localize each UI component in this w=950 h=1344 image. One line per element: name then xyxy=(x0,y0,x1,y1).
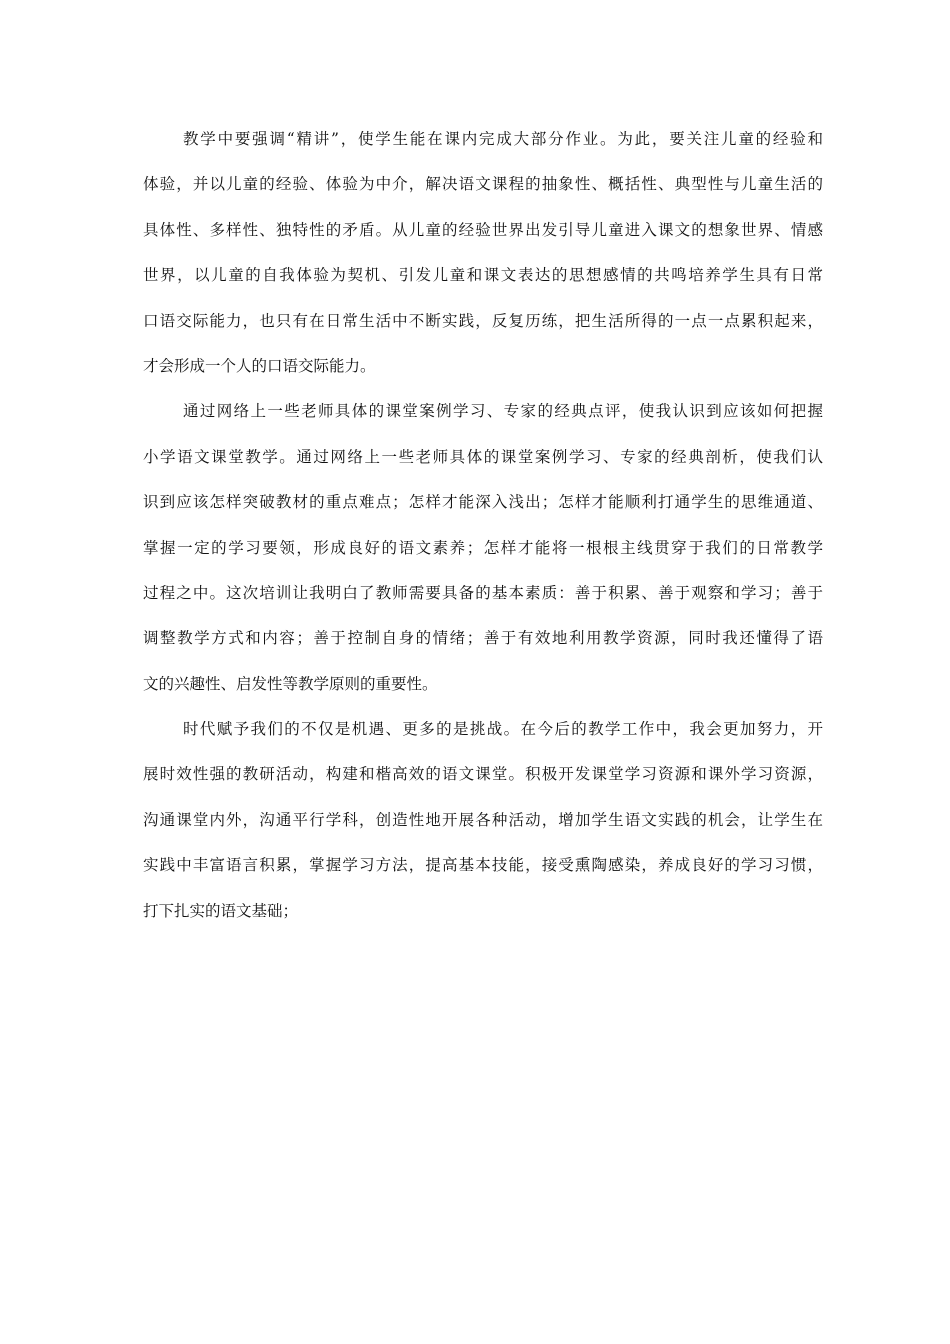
text-line: 才会形成一个人的口语交际能力。 xyxy=(143,356,376,375)
text-line: 体验，并以儿童的经验、体验为中介，解决语文课程的抽象性、概括性、典型性与儿童生活的 xyxy=(143,175,823,194)
text-line: 文的兴趣性、启发性等教学原则的重要性。 xyxy=(143,674,438,693)
text-line: 世界，以儿童的自我体验为契机、引发儿童和课文表达的思想感情的共鸣培养学生具有日常 xyxy=(143,266,823,285)
text-line: 小学语文课堂教学。通过网络上一些老师具体的课堂案例学习、专家的经典剖析，使我们认 xyxy=(143,447,823,466)
text-line: 过程之中。这次培训让我明白了教师需要具备的基本素质：善于积累、善于观察和学习；善于 xyxy=(143,583,823,602)
text-line: 时代赋予我们的不仅是机遇、更多的是挑战。在今后的教学工作中，我会更加努力，开 xyxy=(183,720,823,739)
text-line: 调整教学方式和内容；善于控制自身的情绪；善于有效地利用教学资源，同时我还懂得了语 xyxy=(143,629,823,648)
paragraph-1 xyxy=(143,117,823,389)
paragraph-2 xyxy=(143,389,823,707)
text-line: 口语交际能力，也只有在日常生活中不断实践，反复历练，把生活所得的一点一点累积起来， xyxy=(143,311,823,330)
text-line: 识到应该怎样突破教材的重点难点；怎样才能深入浅出；怎样才能顺利打通学生的思维通道、 xyxy=(143,493,823,512)
text-line: 展时效性强的教研活动，构建和楷高效的语文课堂。积极开发课堂学习资源和课外学习资源， xyxy=(143,765,823,784)
text-line: 通过网络上一些老师具体的课堂案例学习、专家的经典点评，使我认识到应该如何把握 xyxy=(183,402,823,421)
paragraph-3 xyxy=(143,707,823,934)
text-line: 打下扎实的语文基础； xyxy=(143,901,299,920)
text-line: 实践中丰富语言积累，掌握学习方法，提高基本技能，接受熏陶感染，养成良好的学习习惯， xyxy=(143,856,823,875)
text-line: 沟通课堂内外，沟通平行学科，创造性地开展各种活动，增加学生语文实践的机会，让学生在 xyxy=(143,810,823,829)
text-line: 教学中要强调“精讲”，使学生能在课内完成大部分作业。为此，要关注儿童的经验和 xyxy=(183,130,823,148)
text-line: 具体性、多样性、独特性的矛盾。从儿童的经验世界出发引导儿童进入课文的想象世界、情感 xyxy=(143,220,823,239)
document-body xyxy=(143,117,823,934)
text-line: 掌握一定的学习要领，形成良好的语文素养；怎样才能将一根根主线贯穿于我们的日常教学 xyxy=(143,538,823,557)
